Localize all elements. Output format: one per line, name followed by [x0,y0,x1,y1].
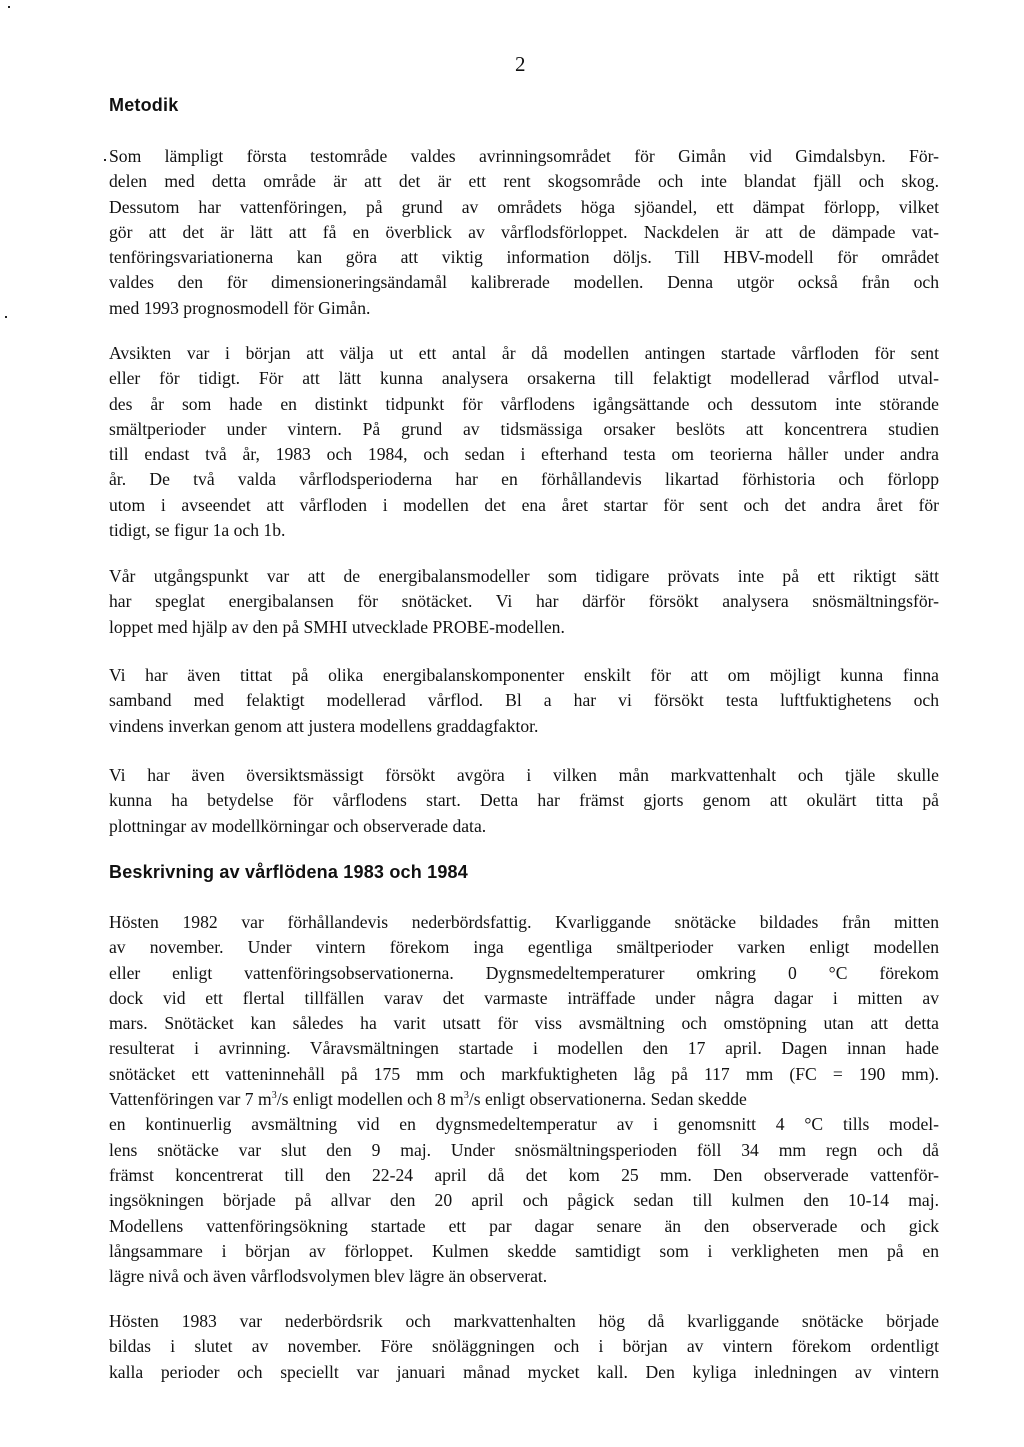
paragraph-starting-point [109,564,939,640]
scan-speck [5,316,7,318]
text-line: med 1993 prognosmodell för Gimån. [109,297,371,318]
text-line: Modellens vattenföringsökning startade ett par dagar senare än den observerade och gick [109,1215,939,1236]
superscript: 3 [463,1090,469,1102]
text-line: Hösten 1982 var förhållandevis nederbördsfattig. Kvarliggande snötäcke bildades från mitten [109,912,939,932]
text-line: tenföringsvariationerna kan göra att viktig information döljs. Till HBV-modell för området [109,247,939,268]
paragraph-purpose [109,341,939,543]
text-line: gör att det är lätt att få en överblick av vårflodsförloppet. Nackdelen är att de dämpade vat- [109,221,939,242]
text-line: loppet med hjälp av den på SMHI utvecklade PROBE-modellen. [109,616,565,637]
text-line: till endast två år, 1983 och 1984, och sedan i efterhand testa om teorierna håller under andra [109,444,939,465]
scan-speck [8,6,10,8]
text-line: samband med felaktigt modellerad vårflod. Bl a har vi försökt testa luftfuktighetens och [109,690,939,711]
text-line: utom i avseendet att vårfloden i modellen det ena året startar för sent och det andra året för [109,494,939,515]
text-line: vindens inverkan genom att justera modellens graddagfaktor. [109,715,539,736]
text-line: Avsikten var i början att välja ut ett antal år då modellen antingen startade vårfloden för sent [109,343,939,363]
text-run: /s enligt observationerna. Sedan skedde [468,1089,747,1110]
text-line: Vi har även tittat på olika energibalanskomponenter enskilt för att om möjligt kunna finna [109,665,939,685]
text-line: lens snötäcke var slut den 9 maj. Under snösmältningsperioden föll 34 mm regn och då [109,1139,939,1160]
text-line: Hösten 1983 var nederbördsrik och markvattenhalten hög då kvarliggande snötäcke började [109,1311,939,1331]
text-line: av november. Under vintern förekom inga egentliga smältperioder varken enligt modellen [109,937,939,958]
text-line: år. De två valda vårflodsperioderna har en förhållandevis likartad förhistoria och förlopp [109,469,939,490]
text-line: Som lämpligt första testområde valdes avrinningsområdet för Gimån vid Gimdalsbyn. För- [109,146,939,166]
text-line: eller enligt vattenföringsobservationerna. Dygnsmedeltemperaturer omkring 0 °C förekom [109,962,939,983]
text-run: Vattenföringen var 7 m [109,1089,272,1110]
text-line: kalla perioder och speciellt var januari månad mycket kall. Den kyliga inledningen av vintern [109,1361,939,1382]
text-line-with-units [109,1087,939,1112]
text-line: dock vid ett flertal tillfällen varav det varmaste inträffade under några dagar i mitten av [109,987,939,1008]
text-line: har speglat energibalansen för snötäcket. Vi har därför försökt analysera snösmältningsför- [109,591,939,612]
text-line: smältperioder under vintern. På grund av tidsmässiga orsaker beslöts att koncentrera studien [109,418,939,439]
text-line: plottningar av modellkörningar och observerade data. [109,815,487,836]
page-number: 2 [515,52,526,76]
paragraph-autumn-1983 [109,1309,939,1385]
paragraph-test-area [109,144,939,321]
text-line: bildas i slutet av november. Före snöläggningen och i början av vintern förekom ordentligt [109,1336,939,1357]
text-line: resulterat i avrinning. Våravsmältningen startade i modellen den 17 april. Dagen innan hade [109,1038,939,1059]
section-heading-metodik: Metodik [109,95,179,115]
text-line: ingsökningen började på allvar den 20 april och pågick sedan till kulmen den 10-14 maj. [109,1190,939,1211]
text-line: Vår utgångspunkt var att de energibalansmodeller som tidigare prövats inte på ett riktigt sätt [109,566,939,586]
text-line: kunna ha betydelse för vårflodens start. Detta har främst gjorts genom att okulärt titta på [109,790,939,811]
text-line: Dessutom har vattenföringen, på grund av områdets höga sjöandel, ett dämpat förlopp, vilket [109,196,939,217]
text-line: valdes den för dimensioneringsändamål kalibrerade modellen. Denna utgör också från och [109,272,939,293]
text-line: des år som hade en distinkt tidpunkt för vårflodens igångsättande och dessutom inte störande [109,393,939,414]
text-line: snötäcket ett vatteninnehåll på 175 mm och markfuktigheten låg på 117 mm (FC = 190 mm). [109,1063,939,1084]
paragraph-autumn-1982 [109,910,939,1289]
text-line: tidigt, se figur 1a och 1b. [109,520,286,541]
text-line: främst koncentrerat till den 22-24 april då det kom 25 mm. Den observerade vattenför- [109,1164,939,1185]
text-run: /s enligt modellen och 8 m [276,1089,464,1110]
section-heading-beskrivning: Beskrivning av vårflödena 1983 och 1984 [109,862,468,882]
text-line: en kontinuerlig avsmältning vid en dygnsmedeltemperatur av i genomsnitt 4 °C tills model- [109,1114,939,1135]
text-line: långsammare i början av förloppet. Kulmen skedde samtidigt som i verkligheten men på en [109,1240,939,1261]
text-line: lägre nivå och även vårflodsvolymen blev lägre än observerat. [109,1266,548,1287]
paragraph-soil-moisture [109,763,939,839]
superscript: 3 [271,1090,277,1102]
text-line: Vi har även översiktsmässigt försökt avgöra i vilken mån markvattenhalt och tjäle skulle [109,765,939,785]
text-line: mars. Snötäcket kan således ha varit utsatt för viss avsmältning och omstöpning utan att detta [109,1013,939,1034]
scan-speck [104,159,106,161]
paragraph-energy-components [109,663,939,739]
text-line: delen med detta område är att det är ett rent skogsområde och inte blandat fjäll och skog. [109,171,939,192]
text-line: eller för tidigt. För att lätt kunna analysera orsakerna till felaktigt modellerad vårflod utval- [109,368,939,389]
